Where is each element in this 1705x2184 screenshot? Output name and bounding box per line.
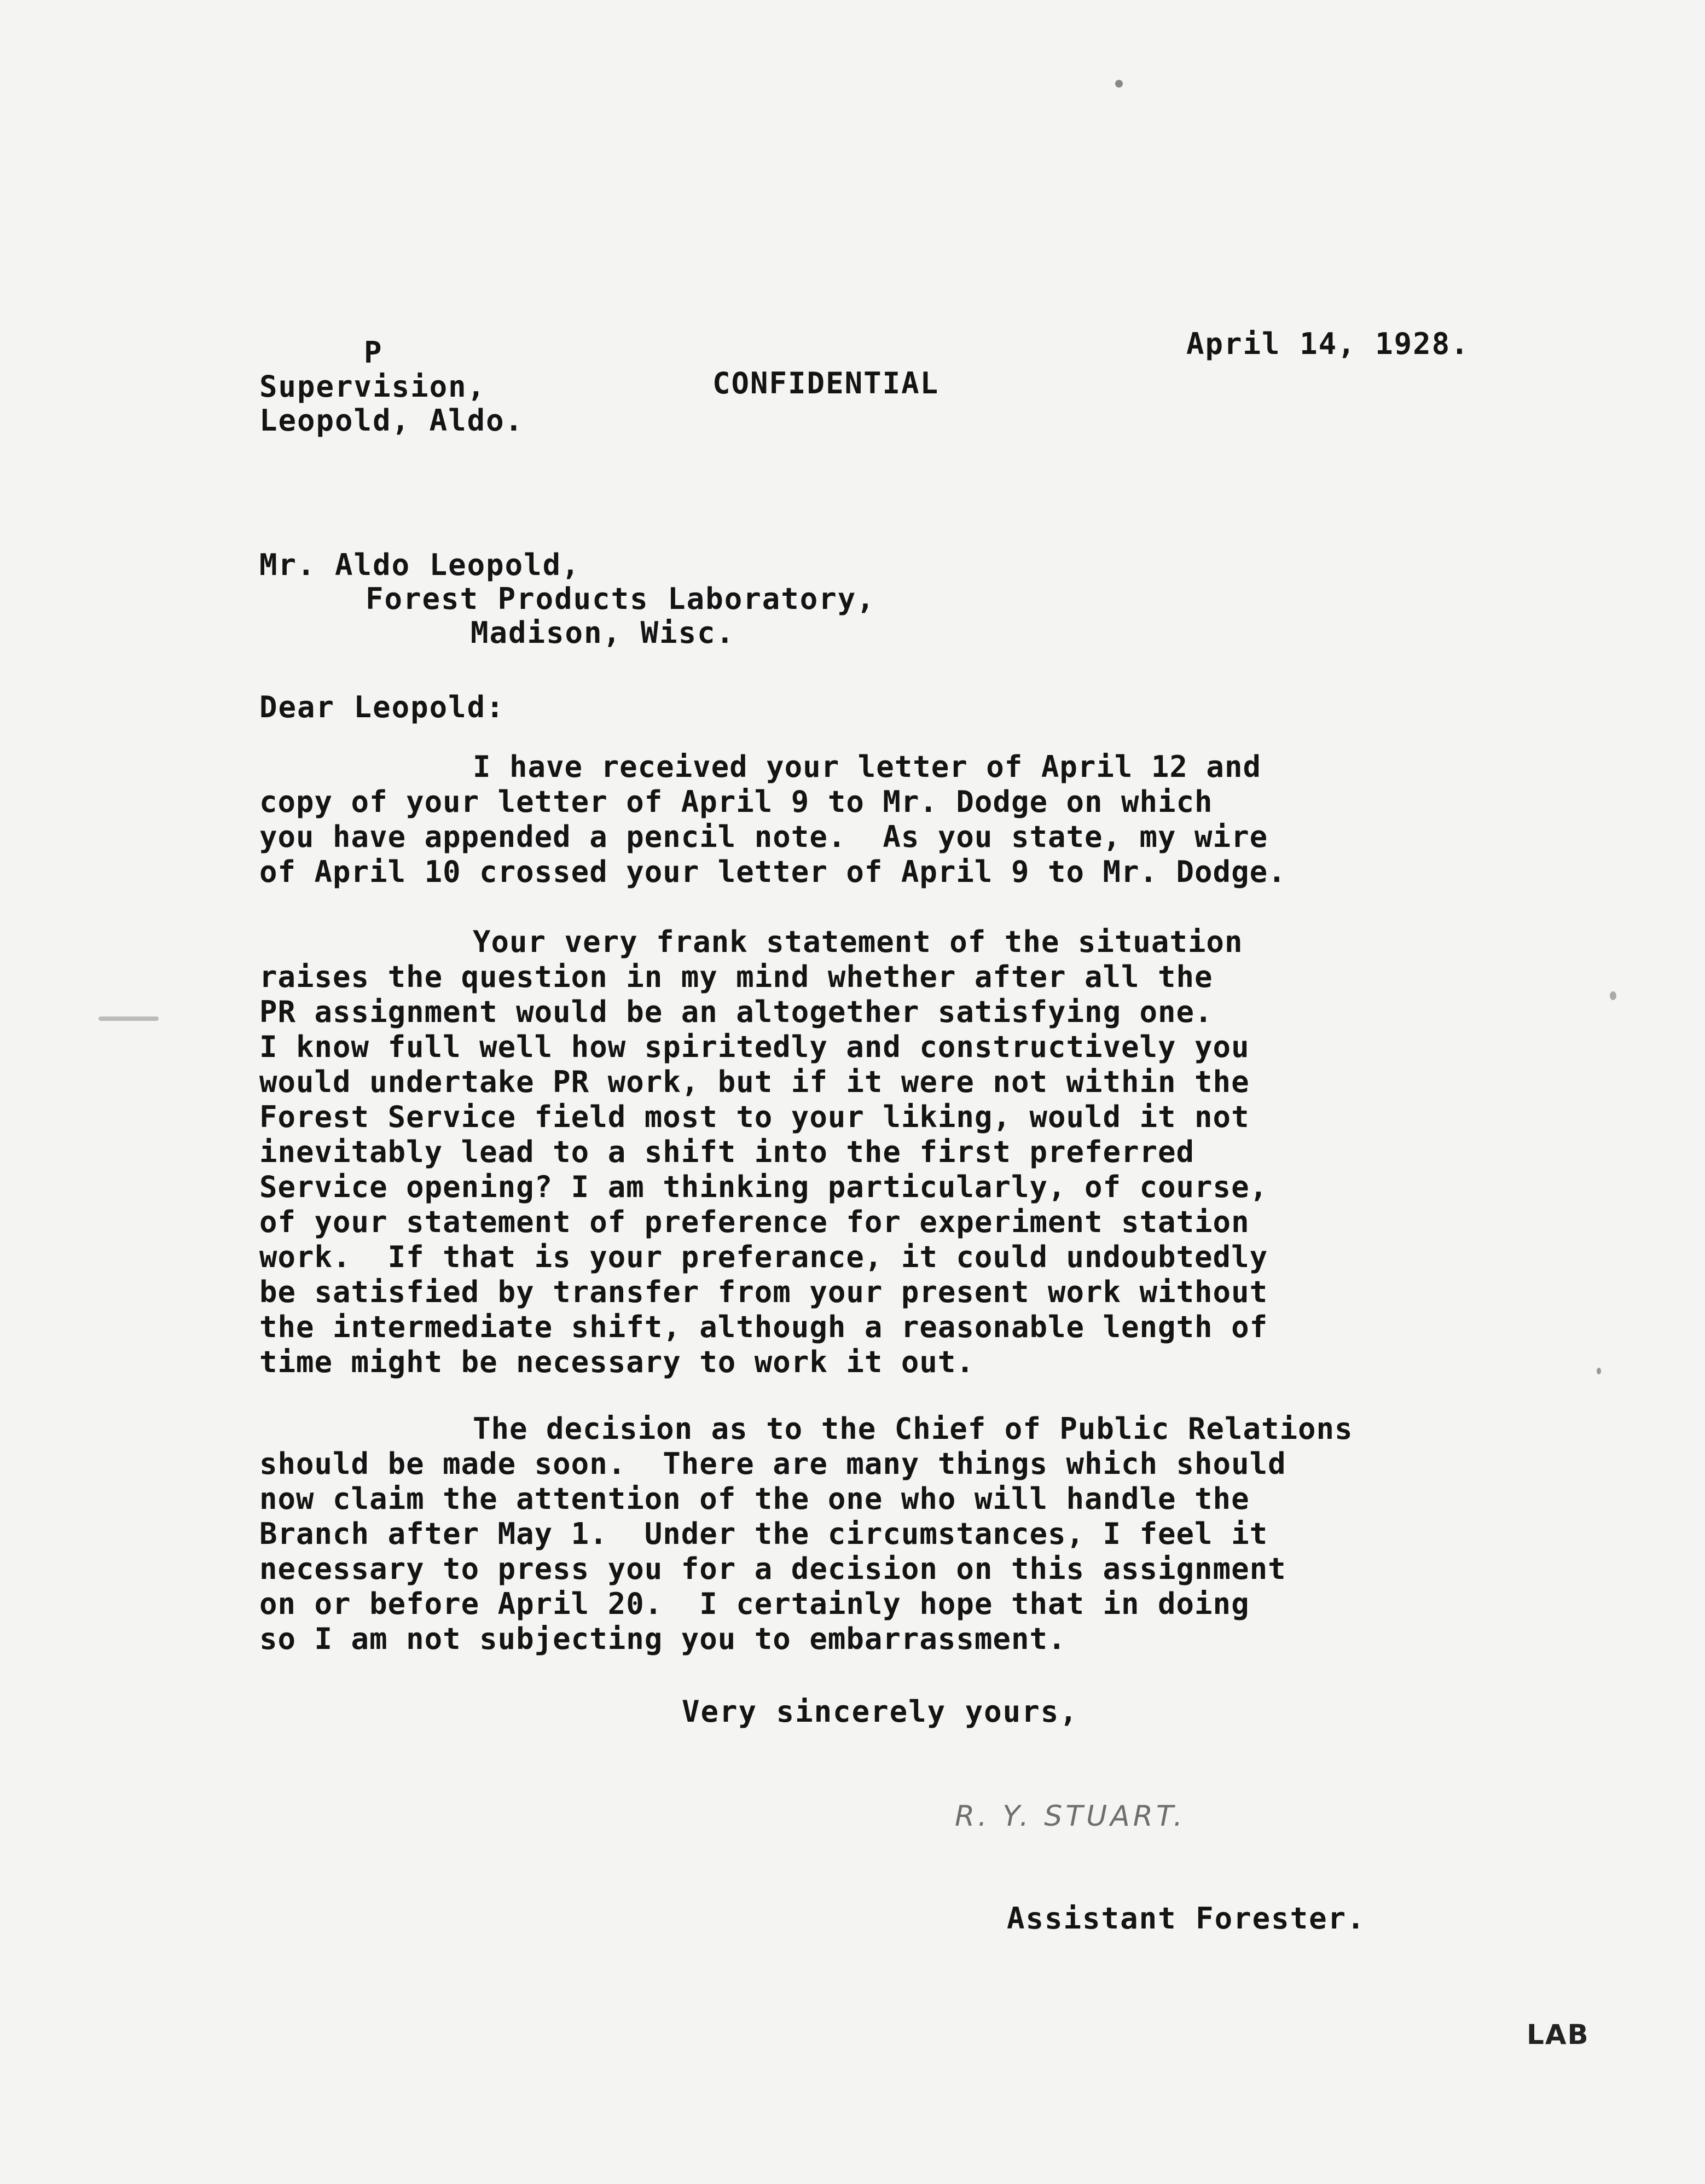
letter-date: April 14, 1928. [1186, 327, 1470, 361]
subject-line-2: Leopold, Aldo. [259, 403, 524, 438]
body-paragraph-3 [259, 1412, 1353, 1657]
paragraph-line: Branch after May 1. Under the circumstances, I feel it [259, 1517, 1268, 1551]
paragraph-line: I have received your letter of April 12 and [473, 750, 1261, 784]
paragraph-line: Service opening? I am thinking particularly, of course, [259, 1170, 1268, 1204]
scan-speck [1610, 991, 1616, 1000]
paragraph-line: should be made soon. There are many things which should [259, 1447, 1286, 1481]
typist-initials: LAB [1527, 2019, 1590, 2051]
recipient-organization: Forest Products Laboratory, [366, 582, 875, 616]
paragraph-line: work. If that is your preferance, it could undoubtedly [259, 1240, 1268, 1274]
salutation: Dear Leopold: [259, 690, 505, 724]
scan-speck [1115, 80, 1123, 88]
paragraph-line: time might be necessary to work it out. [259, 1345, 975, 1379]
paragraph-line: of your statement of preference for experiment station [259, 1205, 1250, 1239]
scan-speck [98, 1017, 159, 1021]
paragraph-line: would undertake PR work, but if it were not within the [259, 1065, 1250, 1099]
paragraph-line: of April 10 crossed your letter of April 9 to Mr. Dodge. [259, 855, 1286, 889]
signature-stamp: R. Y. STUART. [955, 1800, 1186, 1833]
signer-title: Assistant Forester. [1007, 1901, 1366, 1936]
recipient-name: Mr. Aldo Leopold, [259, 548, 581, 582]
paragraph-line: on or before April 20. I certainly hope that in doing [259, 1587, 1250, 1621]
body-paragraph-1 [259, 750, 1286, 890]
paragraph-line: PR assignment would be an altogether satisfying one. [259, 995, 1213, 1029]
paragraph-line: raises the question in my mind whether after all the [259, 960, 1213, 994]
subject-line-1: Supervision, [259, 369, 486, 404]
paragraph-line: inevitably lead to a shift into the first preferred [259, 1135, 1195, 1169]
closing: Very sincerely yours, [682, 1694, 1078, 1729]
body-paragraph-2 [259, 925, 1268, 1380]
paragraph-line: copy of your letter of April 9 to Mr. Dodge on which [259, 785, 1213, 819]
file-code: P [364, 335, 383, 370]
classification-label: CONFIDENTIAL [712, 366, 940, 400]
paragraph-line: Forest Service field most to your liking, would it not [259, 1100, 1250, 1134]
paragraph-line: now claim the attention of the one who will handle the [259, 1482, 1250, 1516]
paragraph-line: the intermediate shift, although a reasonable length of [259, 1310, 1268, 1344]
paragraph-line: Your very frank statement of the situation [473, 925, 1243, 959]
paragraph-line: I know full well how spiritedly and constructively you [259, 1030, 1250, 1064]
recipient-city: Madison, Wisc. [471, 615, 735, 650]
paragraph-line: you have appended a pencil note. As you state, my wire [259, 820, 1268, 854]
paragraph-line: The decision as to the Chief of Public Relations [473, 1412, 1353, 1446]
paragraph-line: necessary to press you for a decision on this assignment [259, 1552, 1286, 1586]
scan-speck [1597, 1368, 1601, 1374]
paragraph-line: be satisfied by transfer from your present work without [259, 1275, 1268, 1309]
paragraph-line: so I am not subjecting you to embarrassment. [259, 1622, 1066, 1656]
